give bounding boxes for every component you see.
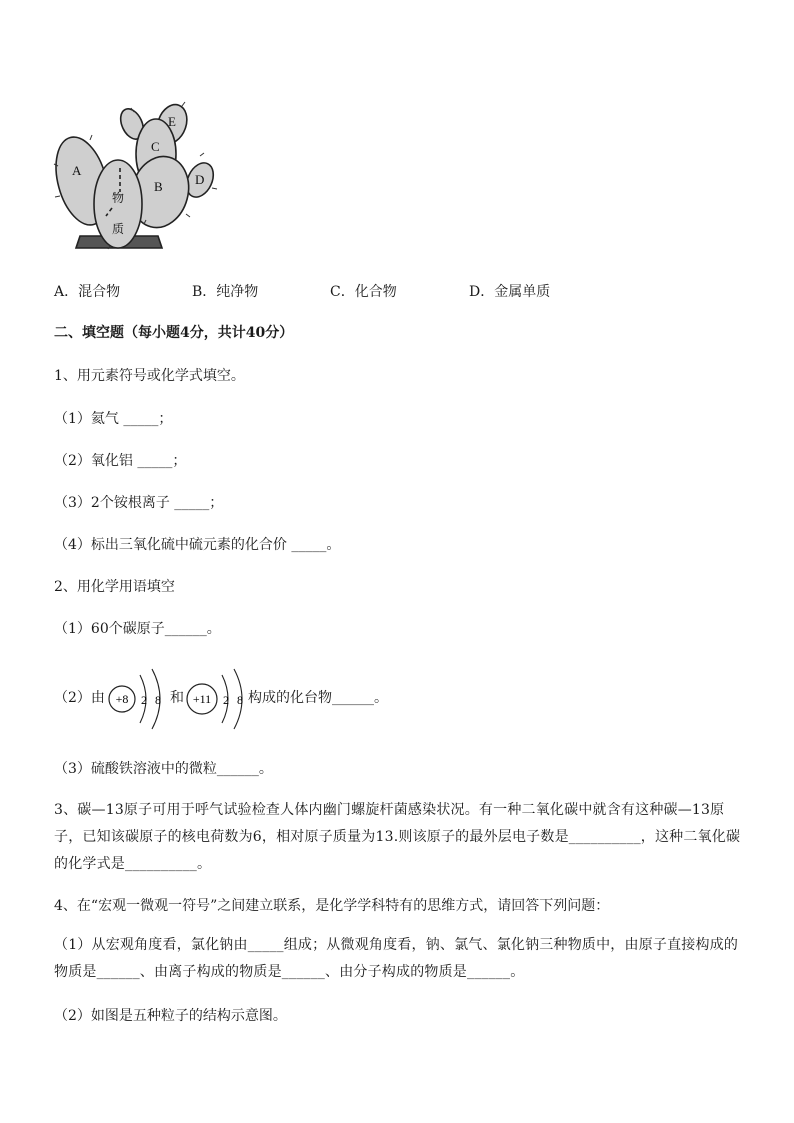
label-d: D	[195, 172, 205, 187]
q3-text: 3、碳—13原子可用于呼气试验检查人体内幽门螺旋杆菌感染状况。有一种二氧化碳中就含有这种碳—13原子，已知该碳原子的核电荷数为6，相对原子质量为13.则该原子的最外层电子数是__________，这种二氧化碳的化学式是__________。	[54, 802, 741, 872]
label-wu: 物	[112, 191, 125, 205]
oxygen-atom-diagram	[106, 663, 170, 735]
cactus-classification-figure	[50, 96, 235, 256]
label-c: C	[151, 139, 160, 154]
sodium-shell-2: 8	[237, 693, 243, 707]
oxygen-nucleus: +8	[115, 692, 129, 706]
oxygen-shell-1: 2	[141, 693, 147, 707]
q2-item-2-middle: 和	[170, 690, 184, 706]
q1-item-4: （4）标出三氧化硫中硫元素的化合价 _____。	[54, 537, 341, 553]
q2-item-2-prefix: （2）由	[54, 690, 105, 706]
q2-item-1: （1）60个碳原子______。	[54, 621, 221, 637]
label-b: B	[154, 179, 163, 194]
q2-stem: 2、用化学用语填空	[54, 579, 175, 595]
section-title: 二、填空题（每小题4分，共计40分）	[54, 325, 294, 341]
sodium-atom-diagram	[184, 663, 250, 735]
q2-item-2-suffix: 构成的化台物______。	[248, 690, 388, 706]
q4-item-2: （2）如图是五种粒子的结构示意图。	[54, 1008, 287, 1024]
option-a[interactable]: A．混合物	[54, 284, 121, 300]
q1-item-3: （3）2个铵根离子 _____；	[54, 495, 224, 511]
label-a: A	[72, 163, 82, 178]
sodium-shell-1: 2	[223, 693, 229, 707]
q1-stem: 1、用元素符号或化学式填空。	[54, 368, 245, 384]
label-e: E	[168, 114, 176, 129]
sodium-nucleus: +11	[192, 692, 212, 706]
q4-item-1: （1）从宏观角度看，氯化钠由_____组成；从微观角度看，钠、氯气、氯化钠三种物质中，由原子直接构成的物质是______、由离子构成的物质是______、由分子构成的物质是______。	[54, 937, 739, 980]
oxygen-shell-2: 8	[155, 693, 161, 707]
q1-item-1: （1）氦气 _____；	[54, 411, 173, 427]
option-c[interactable]: C．化合物	[330, 284, 397, 300]
option-b[interactable]: B．纯净物	[192, 284, 259, 300]
label-zhi: 质	[112, 222, 125, 236]
q4-stem: 4、在“宏观一微观一符号”之间建立联系，是化学学科特有的思维方式，请回答下列问题：	[54, 898, 610, 914]
option-d[interactable]: D．金属单质	[469, 284, 551, 300]
q2-item-3: （3）硫酸铁溶液中的微粒______。	[54, 761, 273, 777]
q1-item-2: （2）氧化铝 _____；	[54, 453, 187, 469]
